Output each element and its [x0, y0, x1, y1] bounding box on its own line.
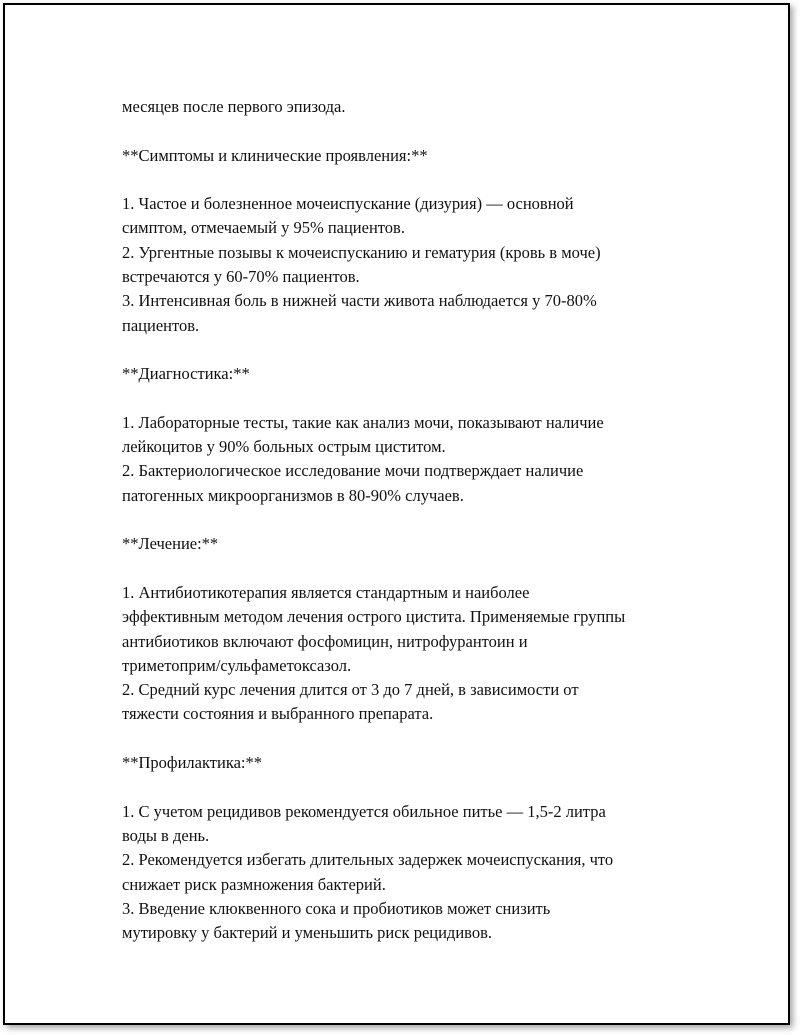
paragraph-gap: [122, 727, 722, 751]
list-item: [122, 848, 722, 897]
paragraph-gap: [122, 338, 722, 362]
section-heading-symptoms: **Симптомы и клинические проявления:**: [122, 145, 428, 165]
list-item: [122, 192, 722, 241]
list-item-line: симптом, отмечаемый у 95% пациентов.: [122, 218, 405, 238]
list-item-line: 2. Средний курс лечения длится от 3 до 7 дней, в зависимости от: [122, 680, 579, 700]
list-item-line: 1. С учетом рецидивов рекомендуется обильное питье — 1,5-2 литра: [122, 801, 606, 821]
list-item: [122, 897, 722, 946]
list-item-line: 3. Введение клюквенного сока и пробиотиков может снизить: [122, 898, 551, 918]
list-item-line: лейкоцитов у 90% больных острым циститом.: [122, 437, 446, 457]
paragraph-gap: [122, 557, 722, 581]
list-item-line: 3. Интенсивная боль в нижней части живота наблюдается у 70-80%: [122, 291, 597, 311]
list-item: [122, 289, 722, 338]
list-item-line: триметоприм/сульфаметоксазол.: [122, 655, 352, 675]
list-item: [122, 678, 722, 727]
list-item: [122, 411, 722, 460]
list-item-line: эффективным методом лечения острого цистита. Применяемые группы: [122, 607, 626, 627]
list-item-line: 2. Ургентные позывы к мочеиспусканию и гематурия (кровь в моче): [122, 242, 601, 262]
list-item-line: встречаются у 60-70% пациентов.: [122, 267, 360, 287]
document-body: [122, 95, 722, 945]
list-item-line: 1. Лабораторные тесты, такие как анализ мочи, показывают наличие: [122, 412, 604, 432]
intro-line: месяцев после первого эпизода.: [122, 97, 346, 116]
list-item-line: 2. Рекомендуется избегать длительных задержек мочеиспускания, что: [122, 850, 614, 870]
list-item-line: патогенных микроорганизмов в 80-90% случаев.: [122, 485, 464, 505]
section-heading-prevention: **Профилактика:**: [122, 753, 263, 773]
paragraph-gap: [122, 775, 722, 799]
list-item: [122, 241, 722, 290]
list-item: [122, 800, 722, 849]
section-heading-treatment: **Лечение:**: [122, 534, 219, 554]
list-item-line: антибиотиков включают фосфомицин, нитрофурантоин и: [122, 631, 528, 651]
list-item-line: пациентов.: [122, 315, 200, 335]
paragraph-gap: [122, 119, 722, 143]
paragraph-gap: [122, 387, 722, 411]
list-item-line: мутировку у бактерий и уменьшить риск рецидивов.: [122, 923, 492, 943]
section-heading-diagnostics: **Диагностика:**: [122, 364, 250, 384]
list-item-line: 1. Частое и болезненное мочеиспускание (дизурия) — основной: [122, 194, 574, 214]
list-item-line: воды в день.: [122, 825, 210, 845]
list-item-line: тяжести состояния и выбранного препарата.: [122, 704, 434, 724]
list-item-line: 2. Бактериологическое исследование мочи подтверждает наличие: [122, 461, 584, 481]
paragraph-gap: [122, 508, 722, 532]
paragraph-gap: [122, 168, 722, 192]
list-item: [122, 581, 722, 678]
list-item: [122, 459, 722, 508]
page-frame: [3, 3, 790, 1025]
list-item-line: 1. Антибиотикотерапия является стандартным и наиболее: [122, 582, 530, 602]
list-item-line: снижает риск размножения бактерий.: [122, 874, 386, 894]
